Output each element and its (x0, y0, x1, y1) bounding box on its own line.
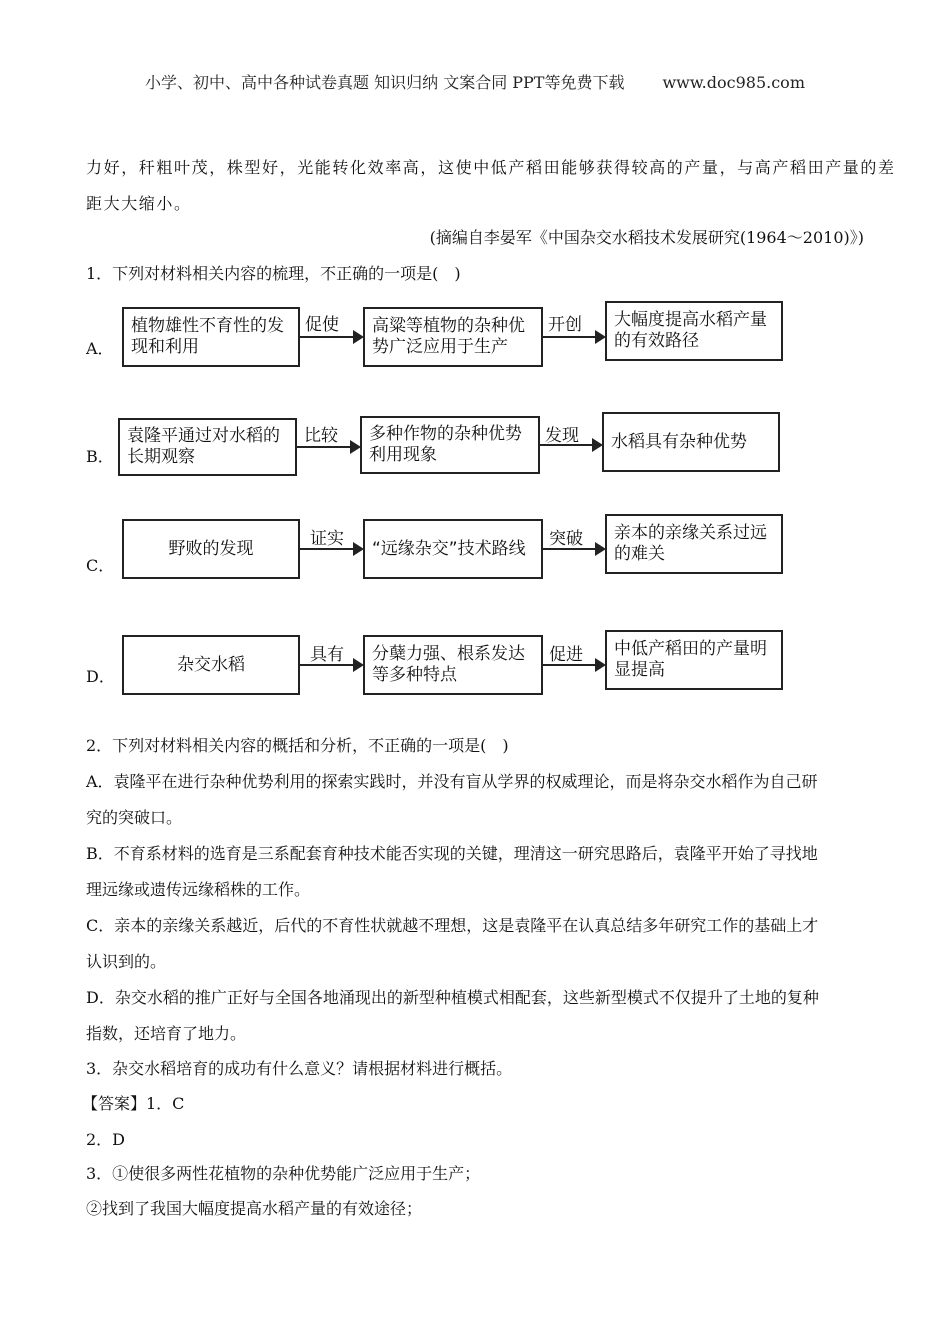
arrow-label: 促使 (305, 315, 339, 335)
flow-box: 野败的发现 (122, 519, 300, 579)
option-label: A． (86, 339, 114, 358)
flow-box: 植物雄性不育性的发现和利用 (122, 307, 300, 367)
question-1-stem: 1．下列对材料相关内容的梳理，不正确的一项是( ) (86, 264, 461, 283)
answer-line: 【答案】1．C (82, 1094, 185, 1113)
header-url[interactable]: www.doc985.com (662, 73, 805, 92)
question-2-stem: 2．下列对材料相关内容的概括和分析，不正确的一项是( ) (86, 736, 509, 755)
passage-source: (摘编自李晏军《中国杂交水稻技术发展研究(1964～2010)》) (429, 228, 864, 247)
option-d-text: 指数，还培育了地力。 (86, 1024, 247, 1043)
arrow-label: 开创 (548, 315, 582, 335)
arrow-label: 促进 (549, 645, 583, 665)
option-label: D． (86, 667, 115, 686)
answer-line: 2．D (86, 1130, 126, 1149)
answer-line: ②找到了我国大幅度提高水稻产量的有效途径； (86, 1199, 423, 1218)
arrow-label: 证实 (310, 529, 344, 549)
passage-line: 力好，秆粗叶茂，株型好，光能转化效率高，这使中低产稻田能够获得较高的产量，与高产稻田产量的差 (86, 158, 896, 177)
arrow-label: 具有 (310, 645, 344, 665)
flow-box: “远缘杂交”技术路线 (363, 519, 543, 579)
arrow-label: 比较 (304, 426, 338, 446)
flow-box: 水稻具有杂种优势 (602, 412, 780, 472)
question-3-stem: 3．杂交水稻培育的成功有什么意义？请根据材料进行概括。 (86, 1059, 513, 1078)
option-d-text: D．杂交水稻的推广正好与全国各地涌现出的新型种植模式相配套，这些新型模式不仅提升了土地的复种 (86, 988, 819, 1007)
flow-box: 袁隆平通过对水稻的长期观察 (118, 418, 297, 476)
flow-box: 中低产稻田的产量明显提高 (605, 630, 783, 690)
flow-box: 杂交水稻 (122, 635, 300, 695)
flow-box: 分蘖力强、根系发达等多种特点 (363, 635, 543, 695)
option-label: C． (86, 556, 115, 575)
flow-box: 多种作物的杂种优势利用现象 (360, 416, 540, 474)
option-c-text: C．亲本的亲缘关系越近，后代的不育性状就越不理想，这是袁隆平在认真总结多年研究工作的基础上才 (86, 916, 819, 935)
flow-box: 高粱等植物的杂种优势广泛应用于生产 (363, 307, 543, 367)
option-label: B． (86, 447, 114, 466)
arrow-label: 突破 (549, 529, 583, 549)
flow-box: 亲本的亲缘关系过远的难关 (605, 514, 783, 574)
option-b-text: B．不育系材料的选育是三系配套育种技术能否实现的关键，理清这一研究思路后，袁隆平开始了寻找地 (86, 844, 818, 863)
answer-line: 3．①使很多两性花植物的杂种优势能广泛应用于生产； (86, 1164, 481, 1183)
option-b-text: 理远缘或遗传远缘稻株的工作。 (86, 880, 311, 899)
header-text: 小学、初中、高中各种试卷真题 知识归纳 文案合同 PPT等免费下载 (145, 73, 625, 92)
option-a-text: 究的突破口。 (86, 808, 183, 827)
arrow-label: 发现 (545, 426, 579, 446)
flow-arrow (543, 336, 604, 338)
page-header (0, 70, 950, 93)
passage-line: 距大大缩小。 (86, 194, 192, 213)
flow-arrow (300, 336, 362, 338)
option-c-text: 认识到的。 (86, 952, 167, 971)
flow-arrow (297, 446, 359, 448)
flow-box: 大幅度提高水稻产量的有效路径 (605, 301, 783, 361)
option-a-text: A．袁隆平在进行杂种优势利用的探索实践时，并没有盲从学界的权威理论，而是将杂交水稻作为自己研 (86, 772, 818, 791)
